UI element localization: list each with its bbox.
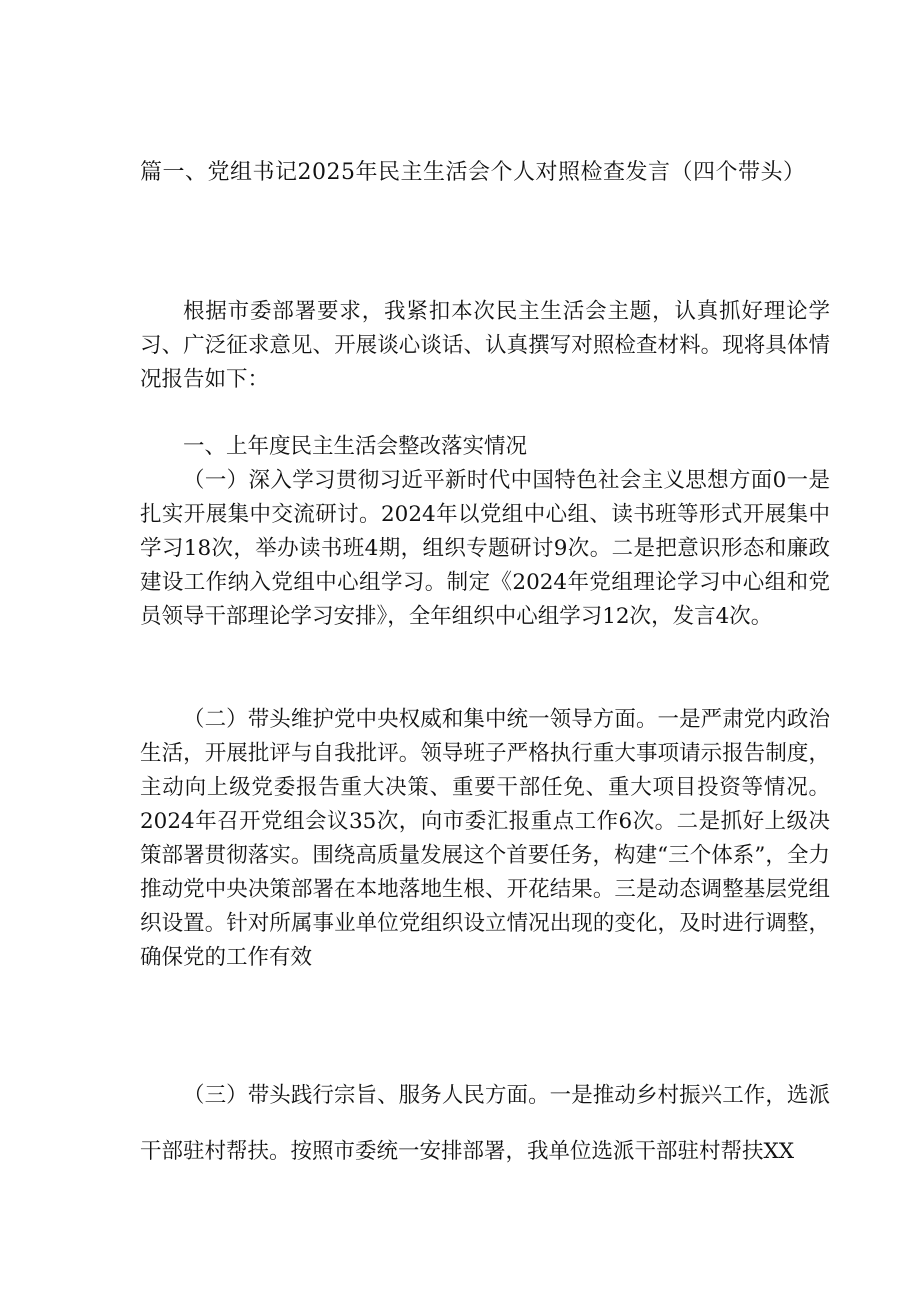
document-title: 篇一、党组书记2025年民主生活会个人对照检查发言（四个带头） xyxy=(140,160,806,185)
paragraph-1-block xyxy=(140,464,830,634)
paragraph-2: （二）带头维护党中央权威和集中统一领导方面。一是严肃党内政治生活，开展批评与自我批评。领导班子严格执行重大事项请示报告制度，主动向上级党委报告重大决策、重要干部任免、重大项目投资等情况。2024年召开党组会议35次，向市委汇报重点工作6次。二是抓好上级决策部署贯彻落实。围绕高质量发展这个首要任务，构建“三个体系”，全力推动党中央决策部署在本地落地生根、开花结果。三是动态调整基层党组织设置。针对所属事业单位党组织设立情况出现的变化，及时进行调整，确保党的工作有效 xyxy=(140,707,830,970)
intro-paragraph xyxy=(140,295,830,397)
paragraph-2-block xyxy=(140,703,830,975)
paragraph-3: （三）带头践行宗旨、服务人民方面。一是推动乡村振兴工作，选派干部驻村帮扶。按照市委统一安排部署，我单位选派干部驻村帮扶XX xyxy=(140,1083,830,1164)
section-heading-block xyxy=(140,430,830,464)
section-heading: 一、上年度民主生活会整改落实情况 xyxy=(183,434,528,459)
paragraph-3-block xyxy=(140,1068,830,1180)
intro-text: 根据市委部署要求，我紧扣本次民主生活会主题，认真抓好理论学习、广泛征求意见、开展谈心谈话、认真撰写对照检查材料。现将具体情况报告如下： xyxy=(140,299,830,392)
paragraph-1: （一）深入学习贯彻习近平新时代中国特色社会主义思想方面0一是扎实开展集中交流研讨。2024年以党组中心组、读书班等形式开展集中学习18次，举办读书班4期，组织专题研讨9次。二是把意识形态和廉政建设工作纳入党组中心组学习。制定《2024年党组理论学习中心组和党员领导干部理论学习安排》，全年组织中心组学习12次，发言4次。 xyxy=(140,468,830,629)
